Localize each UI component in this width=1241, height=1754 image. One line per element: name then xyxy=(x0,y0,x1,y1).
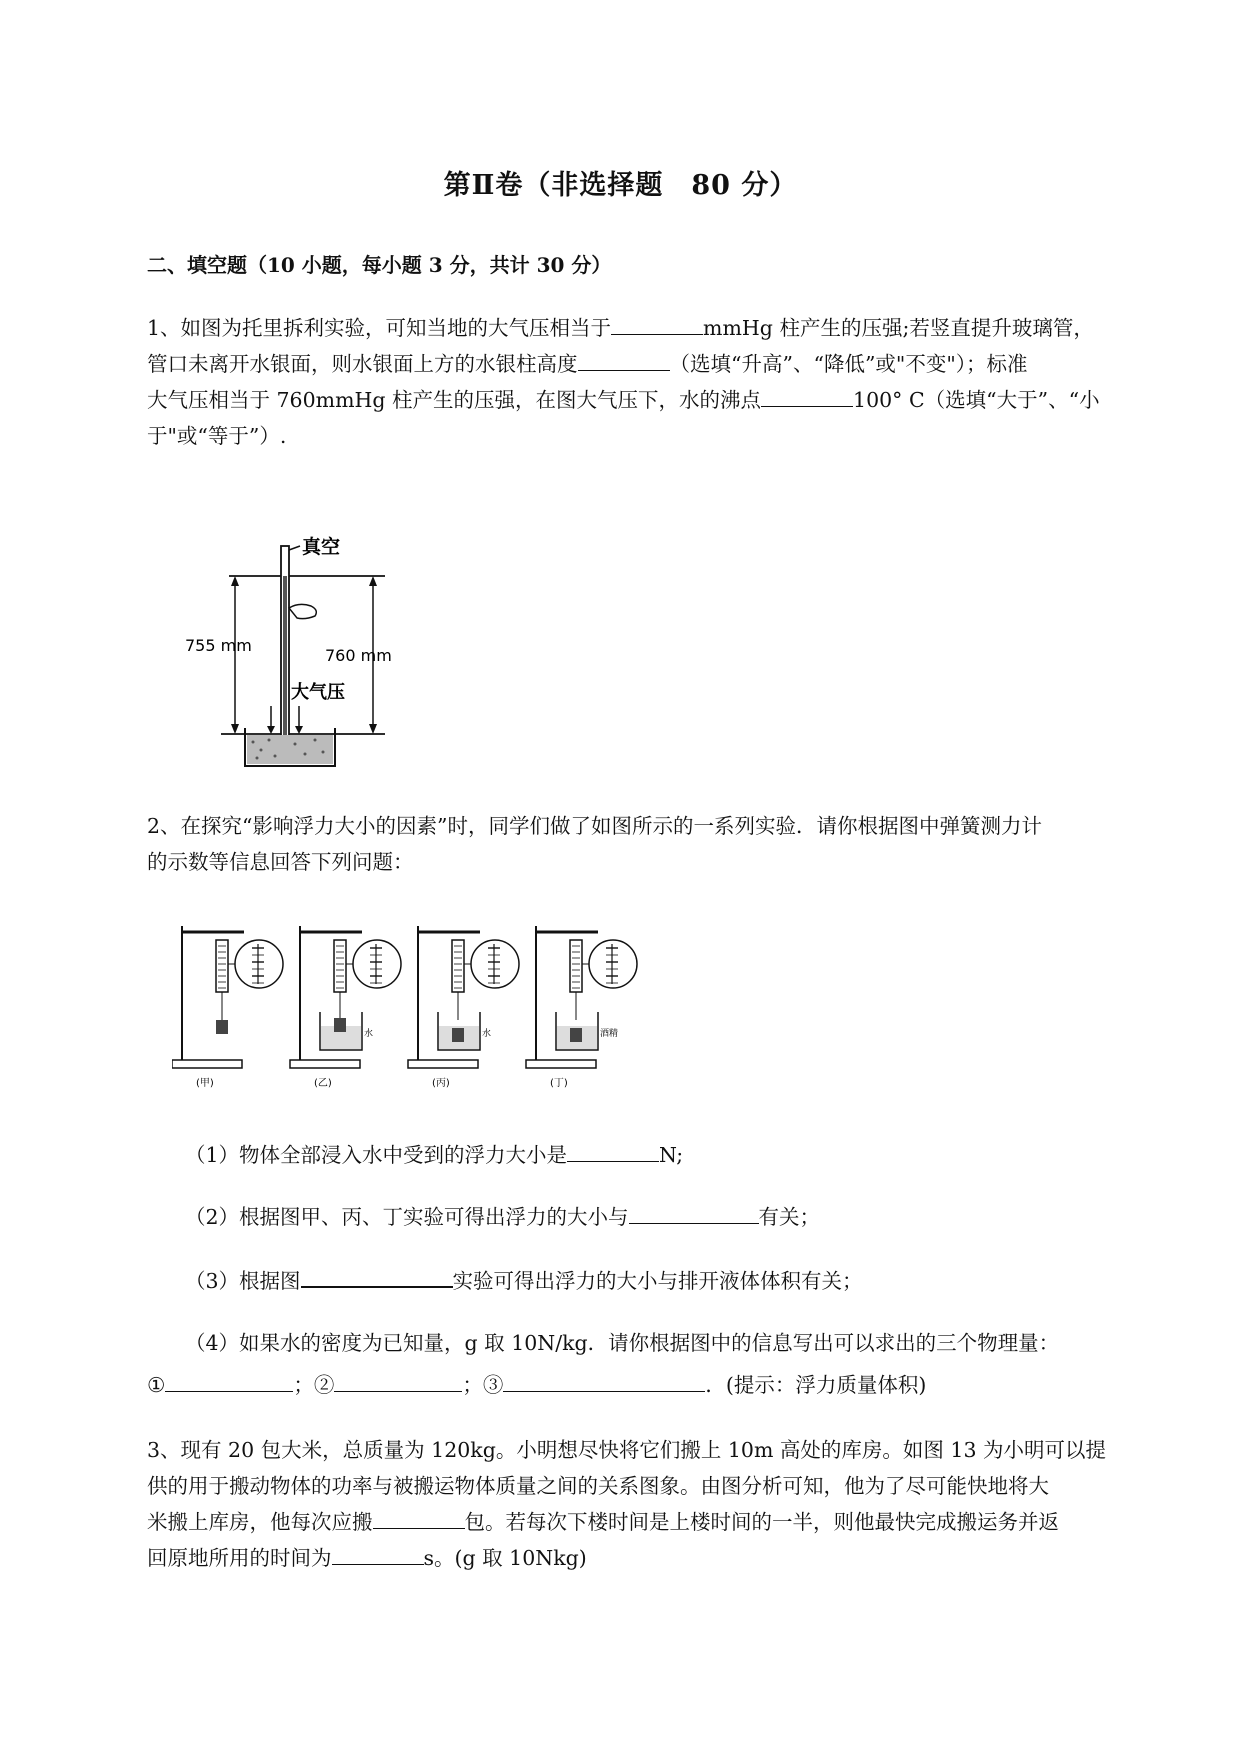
magnified-dial xyxy=(235,940,283,988)
stand-base xyxy=(172,1060,242,1068)
q2-sub-4: （4）如果水的密度为已知量，g 取 10N/kg．请你根据图中的信息写出可以求出的三个物理量： xyxy=(185,1331,1060,1355)
q3-line-2: 供的用于搬动物体的功率与被搬运物体质量之间的关系图象。由图分析可知，他为了尽可能快地将大 xyxy=(147,1474,1049,1498)
liquid-label: 酒精 xyxy=(600,1029,619,1039)
stand-base xyxy=(526,1060,596,1068)
q1-line-4 xyxy=(147,418,1147,454)
hand-icon xyxy=(289,604,316,618)
question-2 xyxy=(147,808,1147,880)
stand-base xyxy=(408,1060,478,1068)
sub1-text: （1）物体全部浸入水中受到的浮力大小是 xyxy=(185,1143,568,1167)
q1-line-1 xyxy=(147,310,1147,346)
answer-2-marker: ；② xyxy=(293,1373,335,1397)
q1-text: 大气压相当于 760mmHg 柱产生的压强，在图大气压下，水的沸点 xyxy=(147,388,762,412)
test-block xyxy=(334,1018,346,1032)
test-block xyxy=(570,1028,582,1042)
q1-line-2 xyxy=(147,346,1147,382)
answer-2-blank[interactable] xyxy=(334,1369,462,1392)
sub3-blank[interactable] xyxy=(301,1264,453,1288)
q1-blank-3[interactable] xyxy=(761,384,853,407)
panel-label: (丙) xyxy=(432,1078,450,1089)
answer-3-blank[interactable] xyxy=(503,1369,705,1392)
q1-text: 于"或“等于”）. xyxy=(147,424,287,448)
q3-text: s。(g 取 10Nkg) xyxy=(423,1546,587,1570)
spring-scale xyxy=(334,940,346,992)
stand-base xyxy=(290,1060,360,1068)
q3-line-4 xyxy=(147,1540,1147,1576)
q1-blank-2[interactable] xyxy=(578,348,670,371)
apparatus-panel xyxy=(290,926,401,1089)
test-block xyxy=(452,1028,464,1042)
label-760mm: 760 mm xyxy=(325,646,392,665)
label-pressure: 大气压 xyxy=(291,682,345,703)
sub2-tail: 有关； xyxy=(758,1205,821,1229)
answer-1-blank[interactable] xyxy=(165,1369,293,1392)
q3-text: 米搬上库房，他每次应搬 xyxy=(147,1510,373,1534)
q3-text: 回原地所用的时间为 xyxy=(147,1546,332,1570)
q3-line-1: 3、现有 20 包大米，总质量为 120kg。小明想尽快将它们搬上 10m 高处的库房。如图 13 为小明可以提 xyxy=(147,1438,1107,1462)
liquid-label: 水 xyxy=(364,1029,374,1039)
sub3-text: （3）根据图 xyxy=(185,1269,301,1293)
page-title: 第Ⅱ卷（非选择题 80 分） xyxy=(443,170,798,201)
magnified-dial xyxy=(353,940,401,988)
label-vacuum: 真空 xyxy=(302,536,341,558)
buoyancy-figure xyxy=(172,920,672,1100)
panel-label: (丁) xyxy=(550,1078,568,1089)
spring-scale xyxy=(570,940,582,992)
question-1 xyxy=(147,310,1147,454)
torricelli-figure xyxy=(185,528,425,778)
q1-text: 100° C（选填“大于”、“小 xyxy=(853,388,1100,412)
q3-text: 包。若每次下楼时间是上楼时间的一半，则他最快完成搬运务并返 xyxy=(464,1510,1059,1534)
section-heading: 二、填空题（10 小题，每小题 3 分，共计 30 分） xyxy=(147,253,612,277)
q3-blank-1[interactable] xyxy=(373,1506,465,1529)
test-block xyxy=(216,1020,228,1034)
q1-text: mmHg 柱产生的压强;若竖直提升玻璃管， xyxy=(703,316,1094,340)
apparatus-panel xyxy=(172,926,283,1089)
answer-hint: ．(提示：浮力质量体积) xyxy=(705,1373,927,1397)
answer-1-marker: ① xyxy=(147,1373,166,1397)
apparatus-panel xyxy=(526,926,637,1089)
panel-label: (甲) xyxy=(196,1078,214,1089)
sub2-blank[interactable] xyxy=(629,1201,759,1224)
liquid-label: 水 xyxy=(482,1029,492,1039)
sub2-text: （2）根据图甲、丙、丁实验可得出浮力的大小与 xyxy=(185,1205,629,1229)
q2-sub-3 xyxy=(185,1264,863,1294)
sub1-unit: N; xyxy=(659,1143,684,1167)
answer-3-marker: ；③ xyxy=(462,1373,504,1397)
q2-line-2: 的示数等信息回答下列问题： xyxy=(147,850,414,874)
q3-line-3 xyxy=(147,1504,1147,1540)
q2-sub-1 xyxy=(185,1138,683,1168)
panel-label: (乙) xyxy=(314,1078,332,1089)
q3-blank-2[interactable] xyxy=(332,1542,424,1565)
q2-sub-2 xyxy=(185,1200,820,1230)
question-3 xyxy=(147,1432,1147,1576)
q1-blank-1[interactable] xyxy=(611,312,703,335)
spring-scale xyxy=(216,940,228,992)
q1-text: 管口未离开水银面，则水银面上方的水银柱高度 xyxy=(147,352,578,376)
magnified-dial xyxy=(471,940,519,988)
apparatus-panel xyxy=(408,926,519,1089)
label-755mm: 755 mm xyxy=(185,636,252,655)
q1-line-3 xyxy=(147,382,1147,418)
q2-sub-4-answers xyxy=(147,1368,926,1398)
magnified-dial xyxy=(589,940,637,988)
sub3-tail: 实验可得出浮力的大小与排开液体体积有关； xyxy=(452,1269,863,1293)
spring-scale xyxy=(452,940,464,992)
q2-line-1: 2、在探究“影响浮力大小的因素”时，同学们做了如图所示的一系列实验．请你根据图中弹簧测力计 xyxy=(147,814,1043,838)
mercury-column xyxy=(283,576,287,756)
q1-text: 1、如图为托里拆利实验，可知当地的大气压相当于 xyxy=(147,316,612,340)
sub1-blank[interactable] xyxy=(567,1139,659,1162)
q1-text: （选填“升高”、“降低”或"不变"）；标准 xyxy=(669,352,1028,376)
